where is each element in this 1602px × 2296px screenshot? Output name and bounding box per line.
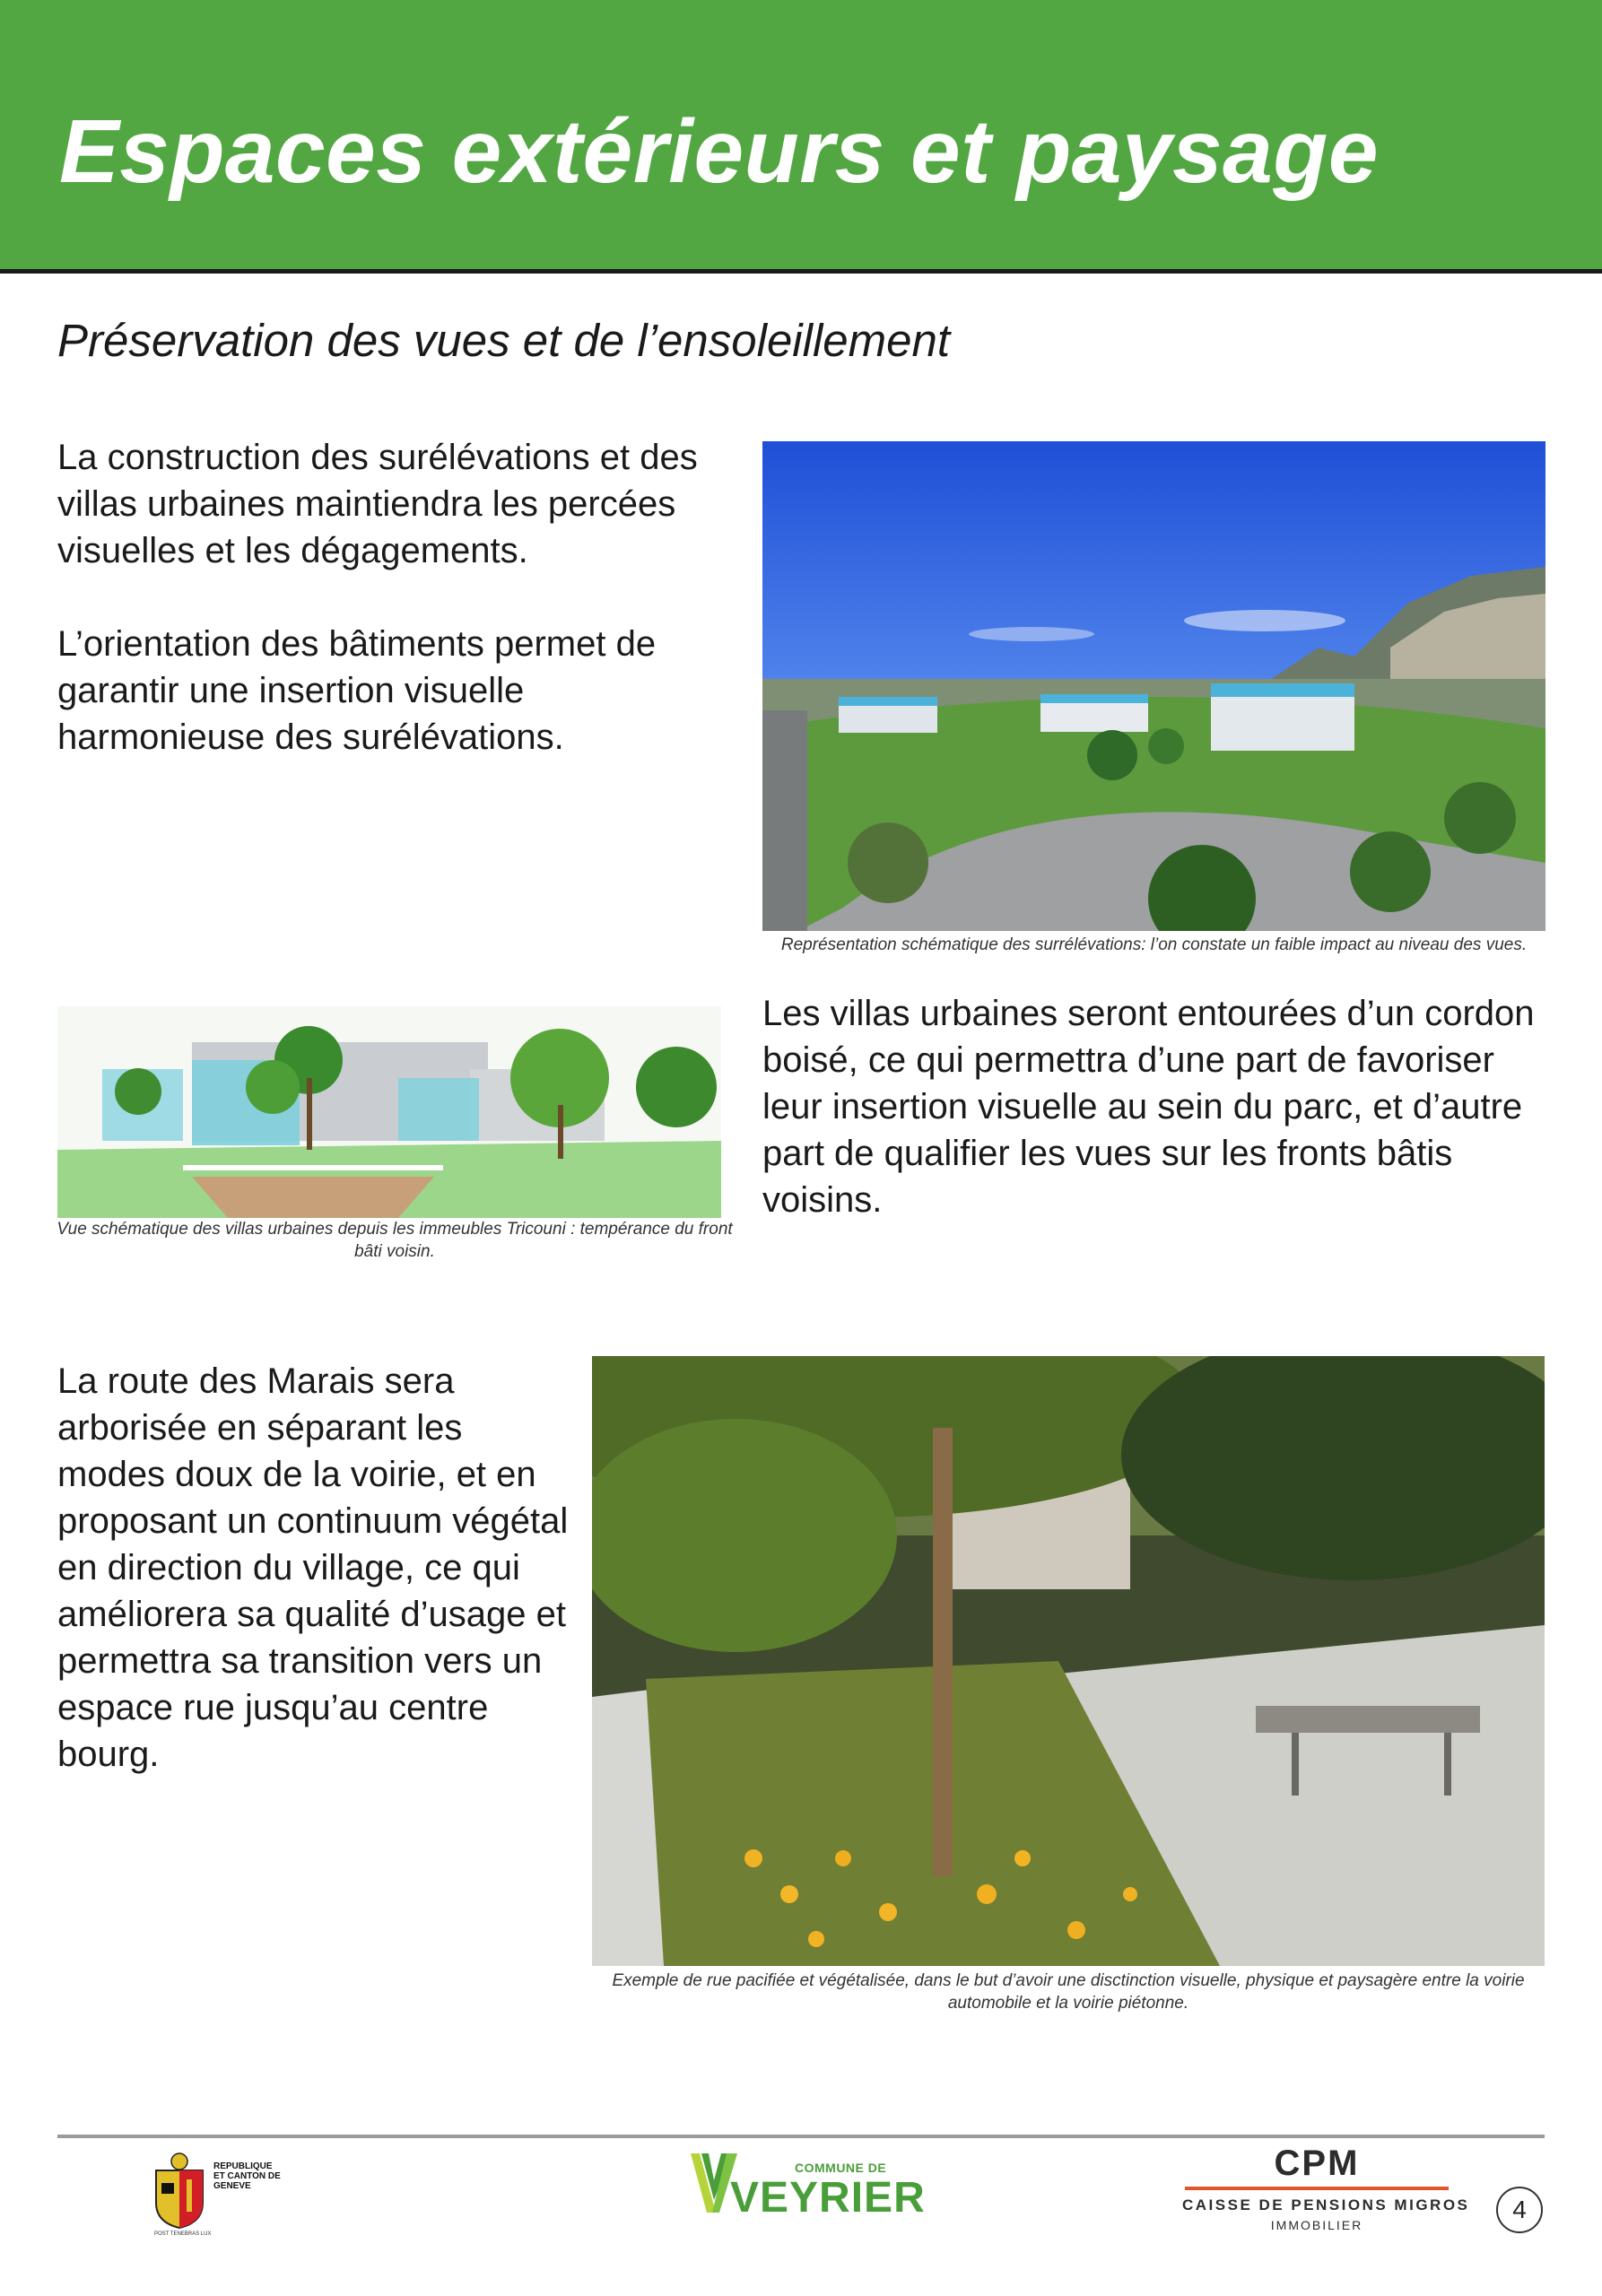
- geneva-logo: [151, 2152, 285, 2242]
- geneva-coat-of-arms-icon: [151, 2152, 208, 2230]
- footer-divider: [57, 2135, 1545, 2138]
- street-image: [592, 1356, 1545, 1966]
- paragraph-route: La route des Marais sera arborisée en séparant les modes doux de la voirie, et en proposant un continuum végétal en direction du village, ce qui améliorera sa qualité d’usage et permettra sa transition vers un espace rue jusqu’au centre bourg.: [57, 1361, 569, 1774]
- cpm-accent-bar: [1185, 2187, 1449, 2190]
- paragraph-views: La construction des surélévations et des villas urbaines maintiendra les percées visuelles et les dégagements.: [57, 438, 698, 570]
- sketch-caption: Vue schématique des villas urbaines depuis les immeubles Tricouni : tempérance du front bâti voisin.: [57, 1220, 733, 1261]
- cpm-mark: CPM: [1274, 2144, 1360, 2183]
- page-title: Espaces extérieurs et paysage: [59, 101, 1379, 202]
- paragraph-villas: Les villas urbaines seront entourées d’un cordon boisé, ce qui permettra d’une part de favoriser leur insertion visuelle au sein du parc, et d’autre part de qualifier les vues sur les fronts bâtis voisins.: [762, 994, 1535, 1220]
- sketch-drawing: [57, 1006, 721, 1218]
- cpm-subtitle: IMMOBILIER: [1270, 2218, 1363, 2232]
- panorama-caption: Représentation schématique des surrélévations: l’on constate un faible impact au niveau des vues.: [780, 935, 1528, 954]
- geneva-logo-text: REPUBLIQUE ET CANTON DE GENEVE: [213, 2161, 281, 2191]
- street-photo: [592, 1356, 1545, 1966]
- street-caption: Exemple de rue pacifiée et végétalisée, dans le but d’avoir une disctinction visuelle, physique et paysagère entre la voirie automobile et la voirie piétonne.: [612, 1971, 1525, 2013]
- cpm-logo: [1182, 2144, 1470, 2233]
- veyrier-name: VEYRIER: [730, 2174, 926, 2222]
- sketch-image: [57, 1006, 721, 1218]
- section-subtitle: Préservation des vues et de l’ensoleillement: [57, 315, 951, 366]
- veyrier-prefix: COMMUNE DE: [795, 2161, 887, 2175]
- panorama-image: [762, 441, 1545, 931]
- panorama-photo: [762, 441, 1545, 931]
- veyrier-logo: [687, 2148, 926, 2234]
- paragraph-orientation: L’orientation des bâtiments permet de garantir une insertion visuelle harmonieuse des surélévations.: [57, 624, 657, 757]
- header-banner: [0, 0, 1602, 274]
- cpm-name: CAISSE DE PENSIONS MIGROS: [1182, 2196, 1470, 2213]
- page-number: 4: [1496, 2187, 1543, 2233]
- geneva-motto: POST TENEBRAS LUX: [154, 2231, 212, 2237]
